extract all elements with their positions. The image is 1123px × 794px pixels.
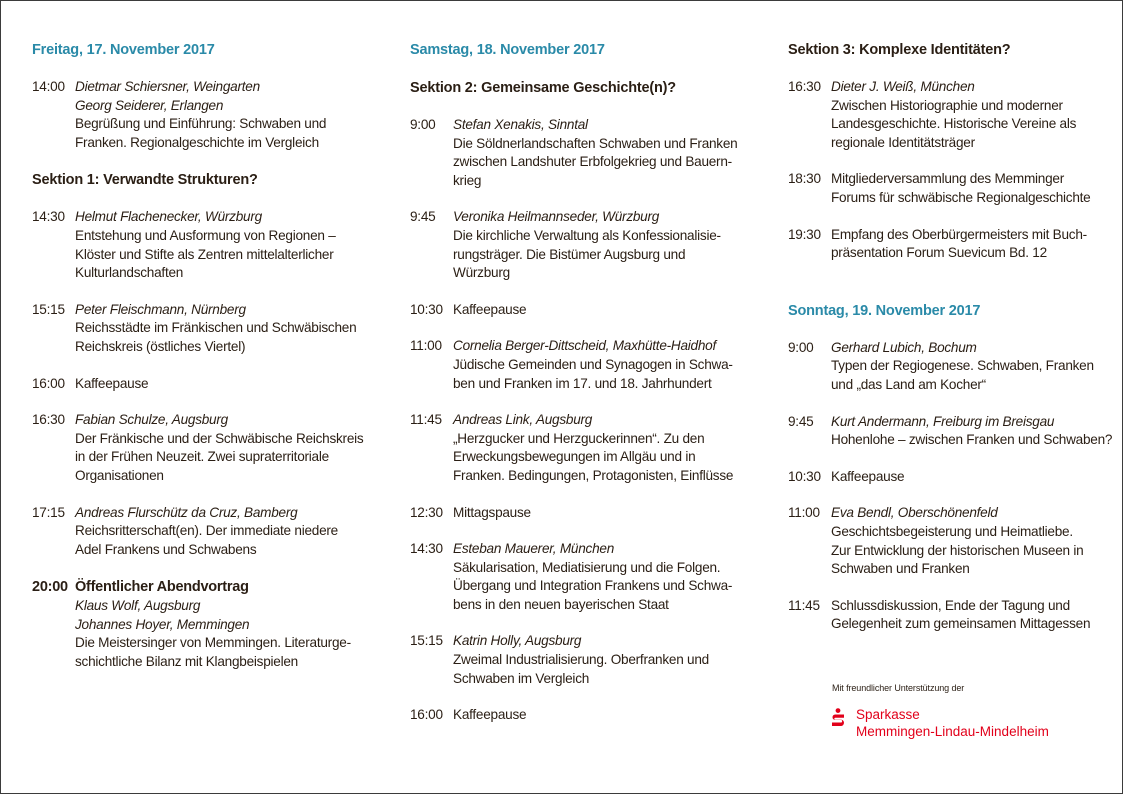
- entry-speaker: Andreas Flurschütz da Cruz, Bamberg: [75, 504, 298, 520]
- entry-title-line: Übergang und Integration Frankens und Schwa-: [453, 578, 733, 594]
- program-entry: [788, 78, 1108, 152]
- entry-time: 16:30: [32, 412, 65, 428]
- entry-list: [32, 208, 372, 577]
- entry-time: 16:00: [410, 707, 443, 723]
- program-entry: [32, 504, 372, 560]
- sponsor-block: [830, 706, 1049, 740]
- entry-time: 9:00: [410, 117, 436, 132]
- program-entry: [410, 301, 755, 320]
- entry-title-line: Mitgliederversammlung des Memminger: [831, 171, 1064, 187]
- entry-time: 11:45: [410, 412, 442, 428]
- entry-title-line: Typen der Regiogenese. Schwaben, Franken: [831, 358, 1094, 374]
- entry-time: 16:30: [788, 79, 821, 94]
- program-entry: [32, 375, 372, 394]
- entry-time: 10:30: [410, 301, 443, 317]
- entry-time: 9:00: [788, 339, 814, 355]
- entry-time: 11:00: [410, 338, 442, 354]
- program-entry: [788, 597, 1108, 634]
- program-entry: [788, 226, 1108, 263]
- entry-title-line: Begrüßung und Einführung: Schwaben und: [75, 116, 327, 132]
- entry-title-line: Reichskreis (östliches Viertel): [75, 338, 246, 354]
- entry-time: 10:30: [788, 468, 821, 484]
- entry-list: [788, 78, 1108, 281]
- entry-title-line: Schwaben und Franken: [831, 561, 970, 577]
- sponsor-note: Mit freundlicher Unterstützung der: [832, 683, 965, 693]
- entry-time: 15:15: [410, 633, 443, 649]
- entry-title-line: Die Meistersinger von Memmingen. Literaturge-: [75, 635, 351, 651]
- entry-speaker: Eva Bendl, Oberschönenfeld: [831, 505, 998, 521]
- program-entry: [410, 706, 755, 725]
- entry-title-line: „Herzgucker und Herzguckerinnen“. Zu den: [453, 430, 705, 446]
- entry-title-line: in der Frühen Neuzeit. Zwei supraterritoriale: [75, 449, 329, 465]
- entry-title-line: Forums für schwäbische Regionalgeschichte: [831, 189, 1091, 205]
- entry-title-line: Reichsstädte im Fränkischen und Schwäbischen: [75, 320, 357, 336]
- entry-time: 11:45: [788, 597, 820, 613]
- entry-title-line: Empfang des Oberbürgermeisters mit Buch-: [831, 226, 1087, 242]
- program-entry: [410, 632, 755, 688]
- entry-title-line: Gelegenheit zum gemeinsamen Mittagessen: [831, 616, 1091, 632]
- entry-title-line: Reichsritterschaft(en). Der immediate niedere: [75, 523, 338, 539]
- section-heading: Sektion 3: Komplexe Identitäten?: [788, 42, 1011, 58]
- entry-title-line: Landesgeschichte. Historische Vereine als: [831, 116, 1077, 132]
- entry-title-line: Hohenlohe – zwischen Franken und Schwaben?: [831, 432, 1113, 448]
- entry-speaker: Dietmar Schiersner, Weingarten: [75, 79, 260, 94]
- section-heading: Sektion 2: Gemeinsame Geschichte(n)?: [410, 80, 676, 96]
- entry-speaker: Johannes Hoyer, Memmingen: [75, 616, 250, 632]
- entry-title-line: zwischen Landshuter Erbfolgekrieg und Bauern-: [453, 154, 732, 170]
- entry-speaker: Georg Seiderer, Erlangen: [75, 97, 224, 113]
- entry-time: 14:30: [32, 209, 65, 225]
- entry-title-line: Würzburg: [453, 265, 510, 281]
- entry-speaker: Helmut Flachenecker, Würzburg: [75, 209, 262, 225]
- program-entry: [410, 411, 755, 485]
- entry-time: 14:00: [32, 79, 65, 94]
- day-heading-saturday: Samstag, 18. November 2017: [410, 42, 605, 58]
- entry-speaker: Dieter J. Weiß, München: [831, 79, 975, 94]
- program-entry: [788, 468, 1108, 487]
- entry-speaker: Fabian Schulze, Augsburg: [75, 412, 228, 428]
- entry-title-line: Erweckungsbewegungen im Allgäu und in: [453, 449, 696, 465]
- entry-speaker: Esteban Mauerer, München: [453, 541, 615, 557]
- entry-title-line: Die kirchliche Verwaltung als Konfessionalisie-: [453, 227, 721, 243]
- entry-time: 14:30: [410, 541, 443, 557]
- program-entry: [410, 116, 755, 190]
- entry-title-line: Schlussdiskussion, Ende der Tagung und: [831, 597, 1070, 613]
- entry-title-line: Entstehung und Ausformung von Regionen –: [75, 227, 336, 243]
- entry-title-line: Organisationen: [75, 467, 164, 483]
- entry-title-line: Zwischen Historiographie und moderner: [831, 97, 1063, 113]
- day-heading-sunday: Sonntag, 19. November 2017: [788, 302, 981, 319]
- evening-lecture: [32, 577, 372, 671]
- sponsor-name: Sparkasse: [856, 707, 920, 722]
- entry-title-line: schichtliche Bilanz mit Klangbeispielen: [75, 654, 298, 670]
- entry-speaker: Stefan Xenakis, Sinntal: [453, 117, 588, 132]
- entry-title-line: Kaffeepause: [453, 707, 527, 723]
- entry-title-line: Klöster und Stifte als Zentren mittelalterlicher: [75, 246, 334, 262]
- entry-list: [788, 339, 1113, 652]
- entry-title-line: rungsträger. Die Bistümer Augsburg und: [453, 246, 686, 262]
- entry-title-line: Zur Entwicklung der historischen Museen in: [831, 542, 1084, 558]
- evening-heading: Öffentlicher Abendvortrag: [75, 579, 249, 596]
- program-entry: [32, 78, 372, 152]
- entry-time: 15:15: [32, 301, 65, 317]
- entry-title-line: Franken. Regionalgeschichte im Vergleich: [75, 134, 319, 150]
- program-entry: [32, 411, 372, 485]
- entry-time: 9:45: [410, 209, 436, 225]
- entry-title-line: Kaffeepause: [453, 301, 527, 317]
- entry-title-line: und „das Land am Kocher“: [831, 376, 986, 392]
- entry-title-line: Säkularisation, Mediatisierung und die Folgen.: [453, 559, 721, 575]
- entry-title-line: Geschichtsbegeisterung und Heimatliebe.: [831, 523, 1073, 539]
- entry-title-line: Franken. Bedingungen, Protagonisten, Einflüsse: [453, 467, 734, 483]
- program-entry: [788, 413, 1113, 450]
- entry-title-line: Adel Frankens und Schwabens: [75, 541, 257, 557]
- entry-title-line: ben und Franken im 17. und 18. Jahrhundert: [453, 375, 712, 391]
- program-entry: [788, 339, 1108, 395]
- entry-time: 19:30: [788, 226, 821, 242]
- entry-speaker: Veronika Heilmannseder, Würzburg: [453, 209, 660, 225]
- entry-time: 11:00: [788, 505, 820, 521]
- entry-list: [410, 116, 755, 743]
- program-entry: [32, 208, 372, 282]
- entry-time: 9:45: [788, 413, 814, 429]
- entry-time: 20:00: [32, 579, 68, 596]
- day-heading-friday: Freitag, 17. November 2017: [32, 42, 215, 58]
- entry-time: 17:15: [32, 504, 65, 520]
- section-heading: Sektion 1: Verwandte Strukturen?: [32, 172, 258, 189]
- entry-speaker: Klaus Wolf, Augsburg: [75, 598, 201, 614]
- entry-title-line: Kaffeepause: [75, 375, 149, 391]
- column-friday: [32, 40, 372, 672]
- entry-title-line: Kulturlandschaften: [75, 265, 184, 281]
- entry-title-line: Der Fränkische und der Schwäbische Reichskreis: [75, 430, 364, 446]
- program-entry: [410, 337, 755, 393]
- entry-speaker: Gerhard Lubich, Bochum: [831, 339, 977, 355]
- entry-speaker: Peter Fleischmann, Nürnberg: [75, 301, 246, 317]
- entry-title-line: bens in den neuen bayerischen Staat: [453, 596, 669, 612]
- program-entry: [410, 504, 755, 523]
- entry-title-line: regionale Identitätsträger: [831, 134, 975, 150]
- entry-speaker: Cornelia Berger-Dittscheid, Maxhütte-Haidhof: [453, 338, 717, 354]
- entry-time: 18:30: [788, 171, 821, 187]
- entry-time: 16:00: [32, 375, 65, 391]
- entry-title-line: Jüdische Gemeinden und Synagogen in Schwa-: [453, 356, 733, 372]
- entry-title-line: Mittagspause: [453, 504, 531, 520]
- entry-title-line: präsentation Forum Suevicum Bd. 12: [831, 245, 1047, 261]
- program-entry: [410, 540, 755, 614]
- entry-title-line: Zweimal Industrialisierung. Oberfranken und: [453, 652, 709, 668]
- entry-title-line: Schwaben im Vergleich: [453, 670, 590, 686]
- entry-speaker: Katrin Holly, Augsburg: [453, 633, 582, 649]
- entry-time: 12:30: [410, 504, 443, 520]
- sparkasse-s-logo-icon: [830, 708, 846, 728]
- entry-title-line: Kaffeepause: [831, 468, 905, 484]
- program-entry: [32, 301, 372, 357]
- column-saturday: [410, 40, 755, 743]
- sponsor-region: Memmingen-Lindau-Mindelheim: [856, 724, 1049, 739]
- program-entry: [788, 504, 1108, 578]
- program-entry: [410, 208, 755, 282]
- entry-title-line: krieg: [453, 172, 482, 188]
- entry-speaker: Andreas Link, Augsburg: [453, 412, 593, 428]
- entry-title-line: Die Söldnerlandschaften Schwaben und Franken: [453, 135, 738, 151]
- program-entry: [788, 170, 1108, 207]
- column-saturday-sunday: [788, 40, 1113, 652]
- entry-speaker: Kurt Andermann, Freiburg im Breisgau: [831, 413, 1055, 429]
